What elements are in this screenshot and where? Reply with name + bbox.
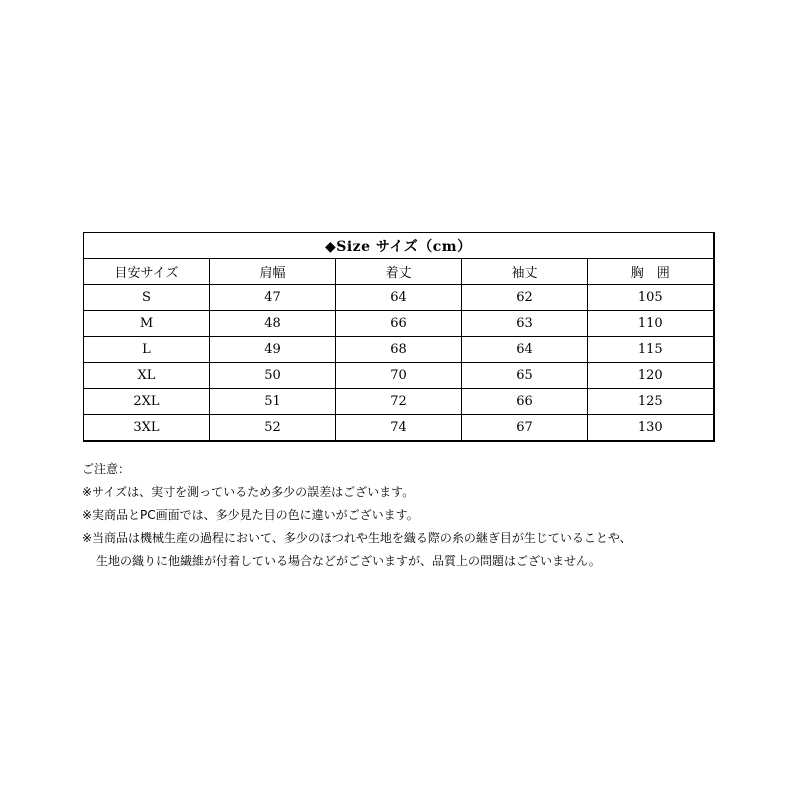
cell-length: 72 <box>336 389 462 415</box>
cell-shoulder: 49 <box>210 337 336 363</box>
cell-shoulder: 50 <box>210 363 336 389</box>
cell-length: 64 <box>336 285 462 311</box>
cell-chest: 105 <box>588 285 714 311</box>
cell-sleeve: 66 <box>462 389 588 415</box>
cell-size: L <box>84 337 210 363</box>
table-row <box>84 363 714 389</box>
note-line: ※当商品は機械生産の過程において、多少のほつれや生地を織る際の糸の継ぎ目が生じていることや、 <box>82 531 632 545</box>
notes-heading: ご注意： <box>82 462 131 476</box>
header-size: 目安サイズ <box>84 259 210 285</box>
cell-length: 70 <box>336 363 462 389</box>
cell-shoulder: 48 <box>210 311 336 337</box>
header-shoulder: 肩幅 <box>210 259 336 285</box>
cell-sleeve: 65 <box>462 363 588 389</box>
table-title-row <box>84 233 714 259</box>
cell-size: S <box>84 285 210 311</box>
cell-length: 68 <box>336 337 462 363</box>
cell-size: 2XL <box>84 389 210 415</box>
cell-size: 3XL <box>84 415 210 442</box>
cell-size: M <box>84 311 210 337</box>
header-chest: 胸 囲 <box>588 259 714 285</box>
cell-size: XL <box>84 363 210 389</box>
cell-chest: 115 <box>588 337 714 363</box>
cell-length: 66 <box>336 311 462 337</box>
note-line: ※サイズは、実寸を測っているため多少の誤差はございます。 <box>82 485 415 499</box>
note-line: 生地の織りに他繊維が付着している場合などがございますが、品質上の問題はございません。 <box>96 554 601 568</box>
cell-shoulder: 51 <box>210 389 336 415</box>
cell-length: 74 <box>336 415 462 442</box>
note-line: ※実商品とPC画面では、多少見た目の色に違いがございます。 <box>82 508 419 522</box>
cell-chest: 120 <box>588 363 714 389</box>
cell-sleeve: 62 <box>462 285 588 311</box>
size-table <box>83 232 715 442</box>
header-length: 着丈 <box>336 259 462 285</box>
cell-chest: 130 <box>588 415 714 442</box>
cell-shoulder: 52 <box>210 415 336 442</box>
cell-chest: 125 <box>588 389 714 415</box>
cell-shoulder: 47 <box>210 285 336 311</box>
table-row <box>84 389 714 415</box>
table-header-row <box>84 259 714 285</box>
cell-sleeve: 64 <box>462 337 588 363</box>
cell-sleeve: 63 <box>462 311 588 337</box>
table-row <box>84 311 714 337</box>
table-title: ◆Size サイズ（cm） <box>84 233 714 259</box>
cell-sleeve: 67 <box>462 415 588 442</box>
header-sleeve: 袖丈 <box>462 259 588 285</box>
table-row <box>84 285 714 311</box>
notes-section <box>82 458 782 573</box>
cell-chest: 110 <box>588 311 714 337</box>
table-row <box>84 415 714 442</box>
table-row <box>84 337 714 363</box>
